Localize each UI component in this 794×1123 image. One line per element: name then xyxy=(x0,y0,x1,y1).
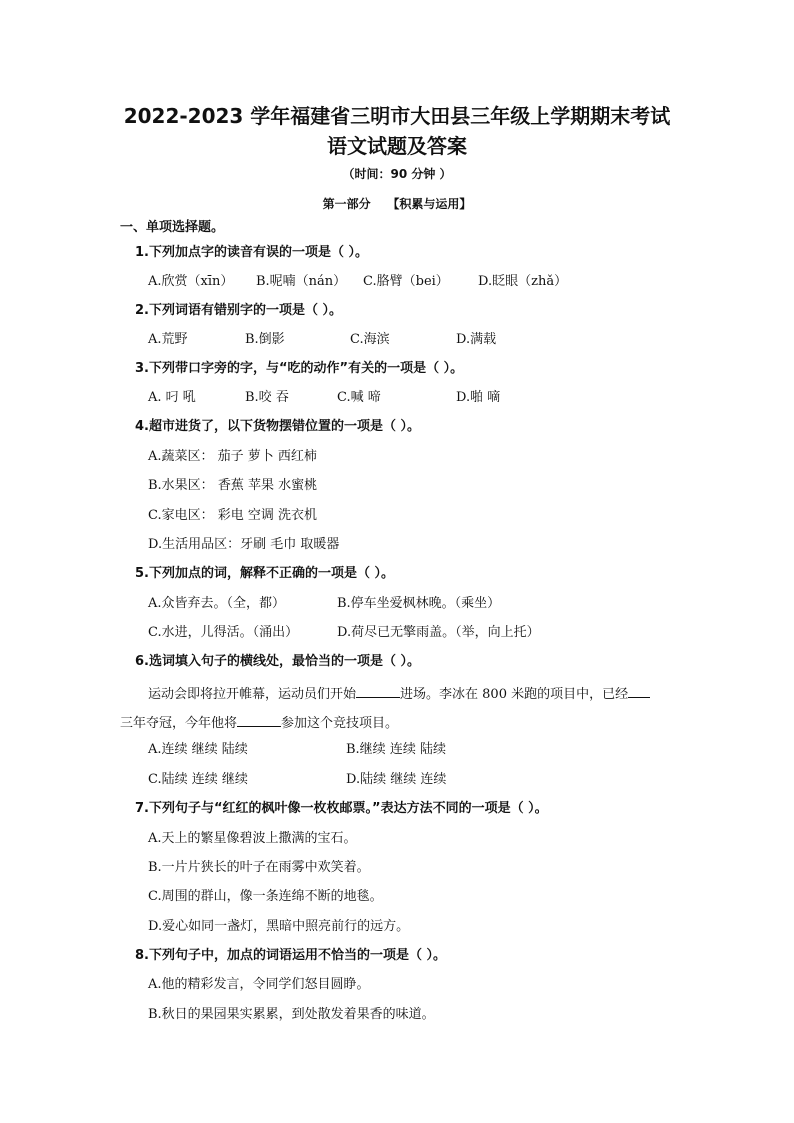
q5-option-a: A.众皆弃去。（全，都） xyxy=(148,596,286,611)
q8-option-b: B.秋日的果园果实累累，到处散发着果香的味道。 xyxy=(148,1007,435,1022)
q6-option-b: B.继续 连续 陆续 xyxy=(346,742,446,757)
q5-option-c: C.水进，儿得活。（涌出） xyxy=(148,625,299,640)
question-4: 4.超市进货了，以下货物摆错位置的一项是（ ）。 xyxy=(135,419,421,434)
q6-option-d: D.陆续 继续 连续 xyxy=(346,772,447,787)
q2-option-d: D.满载 xyxy=(456,332,497,347)
question-5: 5.下列加点的词，解释不正确的一项是（ ）。 xyxy=(135,566,395,581)
q7-option-b: B.一片片狭长的叶子在雨雾中欢笑着。 xyxy=(148,860,370,875)
exam-title-line2: 语文试题及答案 xyxy=(327,134,467,158)
q6-option-a: A.连续 继续 陆续 xyxy=(148,742,248,757)
question-3: 3.下列带口字旁的字，与“吃的动作”有关的一项是（ ）。 xyxy=(135,361,464,376)
q6-passage-part1: 运动会即将拉开帷幕，运动员们开始 xyxy=(148,687,357,702)
q6-option-c: C.陆续 连续 继续 xyxy=(148,772,248,787)
question-1: 1.下列加点字的读音有误的一项是（ ）。 xyxy=(135,245,369,260)
q4-option-d: D.生活用品区：牙刷 毛巾 取暖器 xyxy=(148,537,340,552)
q1-option-d: D.眨眼（zhǎ） xyxy=(478,274,568,289)
q2-option-b: B.倒影 xyxy=(245,332,285,347)
q6-passage-line2 xyxy=(120,712,398,733)
q6-blank-1 xyxy=(356,683,400,698)
question-8: 8.下列句子中，加点的词语运用不恰当的一项是（ ）。 xyxy=(135,948,447,963)
q5-option-d: D.荷尽已无擎雨盖。（举，向上托） xyxy=(337,625,540,640)
q7-option-d: D.爱心如同一盏灯，黑暗中照亮前行的远方。 xyxy=(148,919,410,934)
q3-option-c: C.喊 啼 xyxy=(337,390,381,405)
q2-option-c: C.海滨 xyxy=(350,332,390,347)
q8-option-a: A.他的精彩发言，令同学们怒目圆睁。 xyxy=(148,977,370,992)
q6-passage-line1 xyxy=(148,683,650,704)
q6-passage-part3: 三年夺冠，今年他将 xyxy=(120,716,238,731)
q3-option-a: A. 叼 吼 xyxy=(148,390,196,405)
q3-option-d: D.啪 嘀 xyxy=(456,390,501,405)
q2-option-a: A.荒野 xyxy=(148,332,188,347)
q7-option-c: C.周围的群山，像一条连绵不断的地毯。 xyxy=(148,889,383,904)
q6-passage-part2: 进场。李冰在 800 米跑的项目中，已经 xyxy=(400,687,629,702)
question-2: 2.下列词语有错别字的一项是（ ）。 xyxy=(135,303,343,318)
q6-blank-2 xyxy=(628,683,650,698)
exam-title-line1: 2022-2023 学年福建省三明市大田县三年级上学期期末考试 xyxy=(123,104,671,128)
q4-option-b: B.水果区： 香蕉 苹果 水蜜桃 xyxy=(148,478,318,493)
q7-option-a: A.天上的繁星像碧波上撒满的宝石。 xyxy=(148,831,357,846)
part-heading: 第一部分 【积累与运用】 xyxy=(322,197,472,211)
question-6: 6.选词填入句子的横线处，最恰当的一项是（ ）。 xyxy=(135,654,421,669)
q4-option-a: A.蔬菜区： 茄子 萝卜 西红柿 xyxy=(148,449,317,464)
question-7: 7.下列句子与“红红的枫叶像一枚枚邮票。”表达方法不同的一项是（ ）。 xyxy=(135,801,548,816)
exam-time: （时间：90 分钟 ） xyxy=(342,167,452,181)
q3-option-b: B.咬 吞 xyxy=(245,390,289,405)
q5-option-b: B.停车坐爱枫林晚。（乘坐） xyxy=(337,596,501,611)
q6-blank-3 xyxy=(237,712,281,727)
q1-option-b: B.呢喃（nán） xyxy=(256,274,347,289)
section-heading: 一、单项选择题。 xyxy=(120,220,225,235)
q6-passage-part4: 参加这个竞技项目。 xyxy=(281,716,399,731)
q1-option-c: C.胳臂（bei） xyxy=(363,274,449,289)
q1-option-a: A.欣赏（xīn） xyxy=(148,274,234,289)
q4-option-c: C.家电区： 彩电 空调 洗衣机 xyxy=(148,508,318,523)
